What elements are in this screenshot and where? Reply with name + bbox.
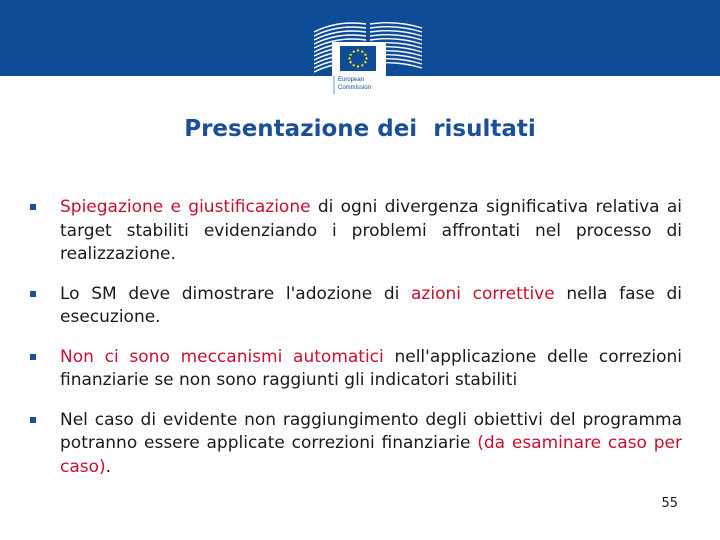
bullet-item — [30, 196, 682, 267]
bullet-item — [30, 409, 682, 480]
bullet-item — [30, 283, 682, 330]
bullet-highlight: Spiegazione e giustificazione — [60, 197, 311, 217]
bullet-highlight: Non ci sono meccanismi automatici — [60, 346, 384, 367]
bullet-text: Lo SM deve dimostrare l'adozione di — [60, 283, 411, 304]
bullet-square-icon — [30, 354, 36, 360]
bullet-text: nella fase di esecuzione. — [60, 283, 682, 327]
page-number: 55 — [661, 496, 678, 511]
bullet-highlight: azioni correttive — [411, 283, 555, 304]
bullet-list — [30, 196, 682, 495]
logo-text-line2: Commission — [338, 85, 372, 91]
bullet-highlight: (da esaminare caso per caso) — [60, 433, 682, 477]
bullet-square-icon — [30, 204, 36, 210]
bullet-text: di ogni divergenza significativa relativa ai target stabiliti evidenziando i problemi affrontati nel processo di realizzazione. — [60, 197, 682, 264]
eu-commission-logo — [308, 14, 428, 100]
bullet-text: . — [105, 456, 112, 477]
page-title: Presentazione dei risultati — [184, 116, 536, 142]
eu-commission-logo-graphic — [308, 14, 428, 100]
bullet-text: nell'applicazione delle correzioni finanziarie se non sono raggiunti gli indicatori stabiliti — [60, 346, 682, 390]
bullet-square-icon — [30, 291, 36, 297]
logo-text-line1: European — [338, 77, 365, 83]
bullet-item — [30, 346, 682, 393]
bullet-square-icon — [30, 417, 36, 423]
bullet-text: Nel caso di evidente non raggiungimento degli obiettivi del programma potranno essere applicate correzioni finanziarie — [60, 409, 682, 453]
